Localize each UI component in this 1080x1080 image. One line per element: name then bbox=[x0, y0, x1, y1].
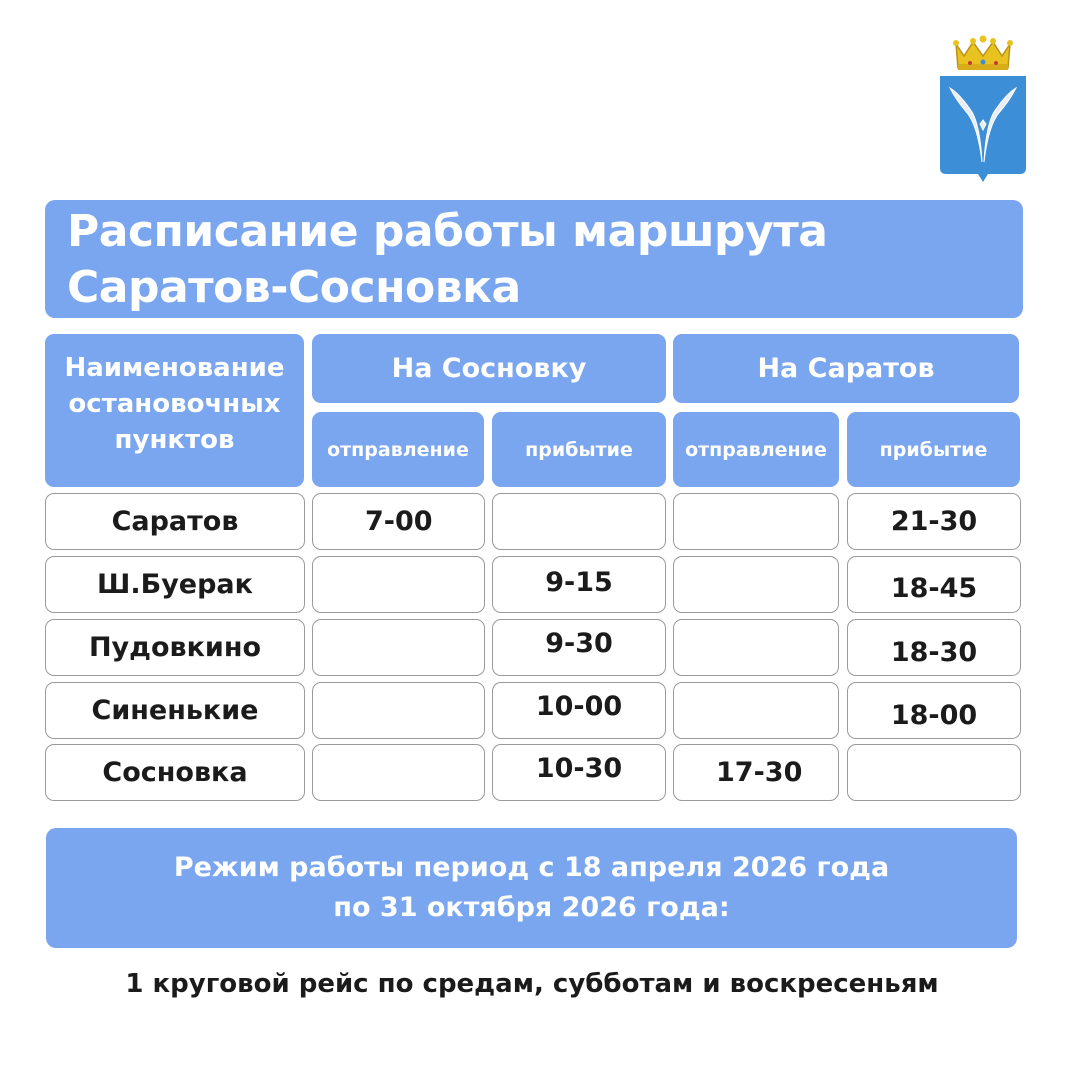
stops-header-line-3: пунктов bbox=[114, 425, 235, 455]
dir1-departure-cell: 7-00 bbox=[312, 493, 485, 550]
dir2-departure-cell bbox=[673, 493, 839, 550]
direction-saratov-header: На Саратов bbox=[673, 334, 1019, 403]
dir2-arrival-cell: 18-30 bbox=[847, 619, 1021, 676]
crown-icon bbox=[953, 36, 1013, 71]
dir2-arrival-cell bbox=[847, 744, 1021, 801]
dir1-departure-cell bbox=[312, 619, 485, 676]
dir2-arrival-header: прибытие bbox=[847, 412, 1020, 487]
dir1-departure-header: отправление bbox=[312, 412, 484, 487]
stop-name-cell: Саратов bbox=[45, 493, 305, 550]
dir1-arrival-cell: 9-30 bbox=[492, 619, 666, 676]
dir2-arrival-cell: 18-00 bbox=[847, 682, 1021, 739]
dir2-arrival-cell: 18-45 bbox=[847, 556, 1021, 613]
stops-column-header bbox=[45, 334, 304, 487]
dir2-departure-header: отправление bbox=[673, 412, 839, 487]
dir2-departure-cell bbox=[673, 682, 839, 739]
dir2-departure-cell bbox=[673, 619, 839, 676]
stop-name-cell: Синенькие bbox=[45, 682, 305, 739]
dir1-departure-cell bbox=[312, 682, 485, 739]
dir1-arrival-cell: 10-30 bbox=[492, 744, 666, 801]
stops-header-line-1: Наименование bbox=[64, 353, 285, 383]
operation-period-banner bbox=[46, 828, 1017, 948]
dir2-departure-cell: 17-30 bbox=[673, 744, 839, 801]
stop-name-cell: Ш.Буерак bbox=[45, 556, 305, 613]
dir1-arrival-cell bbox=[492, 493, 666, 550]
direction-sosnovka-header: На Сосновку bbox=[312, 334, 666, 403]
page-title bbox=[45, 200, 1023, 318]
title-line-1: Расписание работы маршрута bbox=[67, 206, 828, 257]
title-line-2: Саратов-Сосновка bbox=[67, 262, 521, 313]
dir1-departure-cell bbox=[312, 744, 485, 801]
dir1-departure-cell bbox=[312, 556, 485, 613]
dir1-arrival-cell: 9-15 bbox=[492, 556, 666, 613]
stop-name-cell: Пудовкино bbox=[45, 619, 305, 676]
dir1-arrival-cell: 10-00 bbox=[492, 682, 666, 739]
trip-frequency-note: 1 круговой рейс по средам, субботам и воскресеньям bbox=[125, 969, 939, 999]
period-line-1: Режим работы период с 18 апреля 2026 года bbox=[173, 852, 890, 883]
dir2-arrival-cell: 21-30 bbox=[847, 493, 1021, 550]
period-line-2: по 31 октября 2026 года: bbox=[333, 892, 730, 923]
stops-header-line-2: остановочных bbox=[68, 389, 281, 419]
stop-name-cell: Сосновка bbox=[45, 744, 305, 801]
dir2-departure-cell bbox=[673, 556, 839, 613]
dir1-arrival-header: прибытие bbox=[492, 412, 666, 487]
saratov-coat-of-arms-icon bbox=[938, 34, 1028, 184]
